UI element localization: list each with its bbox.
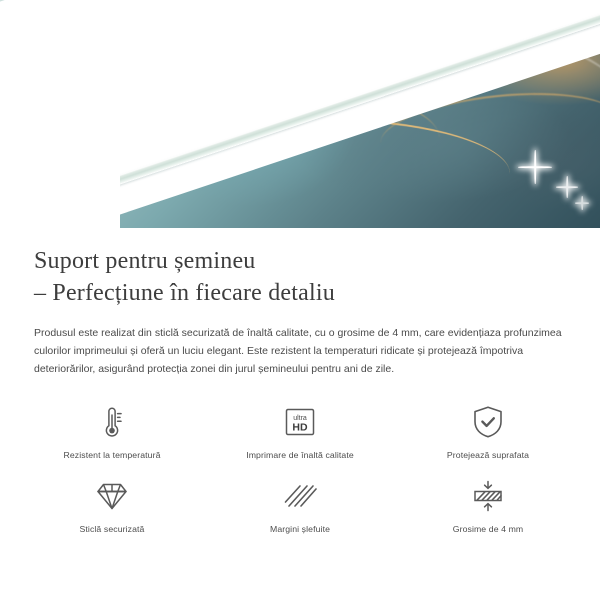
thermometer-icon — [99, 402, 125, 442]
panel-crop-mask-left — [0, 108, 120, 228]
feature-label: Margini șlefuite — [269, 523, 331, 534]
shield-check-icon — [472, 402, 504, 442]
feature-label: Rezistent la temperatură — [63, 450, 161, 461]
diamond-icon — [94, 476, 130, 516]
svg-text:HD: HD — [292, 421, 308, 434]
polished-edges-icon — [283, 476, 317, 516]
page-title — [34, 246, 566, 309]
ultra-hd-badge-icon — [283, 402, 317, 442]
feature-item-tempered-glass — [18, 472, 206, 535]
feature-label: Grosime de 4 mm — [452, 523, 524, 534]
feature-item-surface-protection — [394, 398, 582, 461]
description-text-block — [0, 246, 600, 378]
feature-label: Sticlă securizată — [79, 523, 145, 534]
feature-label: Imprimare de înaltă calitate — [246, 450, 354, 461]
page-title-line-1: Suport pentru șemineu — [34, 248, 256, 274]
hero-image — [0, 0, 600, 228]
feature-item-thickness — [394, 472, 582, 535]
description-paragraph: Produsul este realizat din sticlă securizată de înaltă calitate, cu o grosime de 4 mm, care evidențiaza profunzimea culorilor imprimeului și oferă un luciu elegant. Este rezistent la temperaturi ridicate și protejează împotriva deteriorărilor, asigurând protecția zonei din jurul șemineului pentru ani de zile. — [34, 327, 562, 375]
feature-grid — [0, 398, 600, 535]
feature-label: Protejează suprafata — [446, 450, 530, 461]
page-title-line-2: – Perfecțiune în fiecare detaliu — [34, 279, 335, 306]
feature-item-temperature-resistant — [18, 398, 206, 461]
feature-item-print-quality — [206, 398, 394, 461]
feature-item-polished-edges — [206, 472, 394, 535]
thickness-4mm-icon — [470, 476, 506, 516]
svg-text:ultra: ultra — [293, 415, 307, 423]
